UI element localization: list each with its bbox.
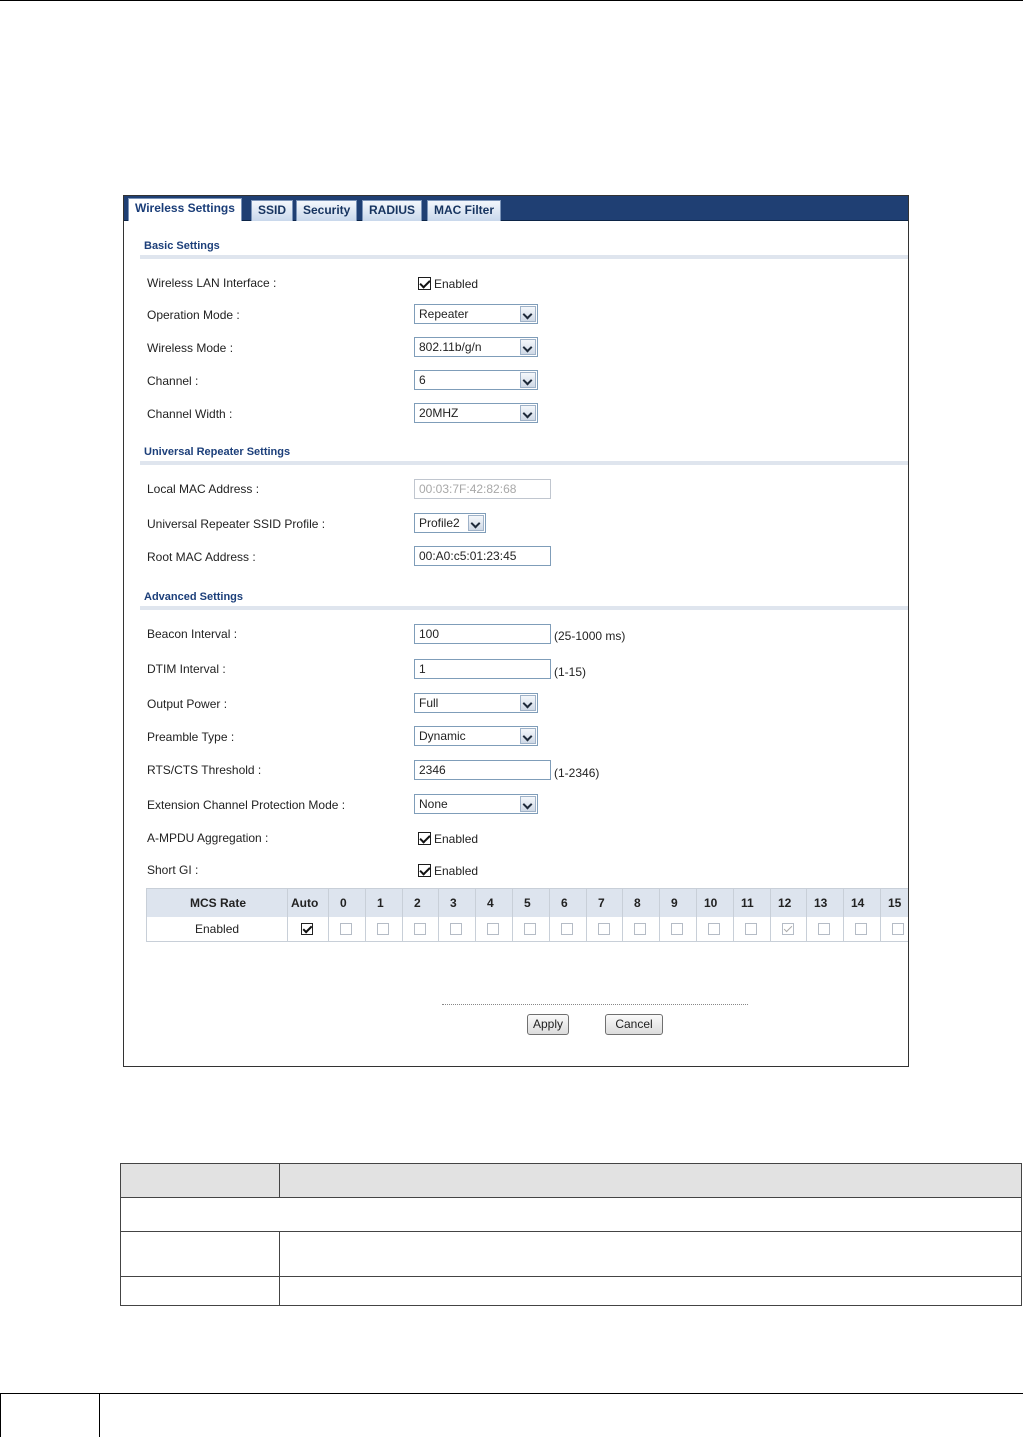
preamble-type-value: Dynamic — [419, 729, 466, 743]
operation-mode-label: Operation Mode : — [147, 308, 240, 322]
mcs-header-11: 11 — [741, 896, 754, 910]
dtim-interval-field[interactable]: 1 — [414, 659, 551, 679]
tab-wireless-settings[interactable]: Wireless Settings — [128, 198, 242, 221]
column-divider — [438, 889, 439, 941]
advanced-settings-heading: Advanced Settings — [144, 591, 244, 603]
output-power-value: Full — [419, 696, 439, 710]
column-divider — [622, 889, 623, 941]
output-power-label: Output Power : — [147, 697, 228, 711]
channel-width-select[interactable] — [414, 403, 538, 423]
mcs-header-4: 4 — [487, 896, 494, 910]
short-gi-label: Short GI : — [147, 863, 199, 877]
column-divider — [806, 889, 807, 941]
chevron-down-icon — [520, 796, 536, 812]
mcs-header-0: 0 — [340, 896, 347, 910]
mcs-header-13: 13 — [814, 896, 828, 910]
wlan-enabled-checkbox[interactable] — [418, 277, 431, 290]
table-row — [121, 1277, 1022, 1306]
mcs-enabled-row-label: Enabled — [195, 922, 240, 936]
column-divider — [733, 889, 734, 941]
wireless-settings-screenshot — [123, 195, 909, 1067]
mcs-header-9: 9 — [671, 896, 678, 910]
column-divider — [512, 889, 513, 941]
mcs-rate-6-checkbox[interactable] — [561, 923, 573, 935]
wireless-mode-select[interactable] — [414, 337, 538, 357]
preamble-type-select[interactable] — [414, 726, 538, 746]
mcs-rate-1-checkbox[interactable] — [377, 923, 389, 935]
chevron-down-icon — [468, 515, 484, 531]
mcs-rate-14-checkbox[interactable] — [855, 923, 867, 935]
wireless-mode-label: Wireless Mode : — [147, 341, 234, 355]
mcs-rate-10-checkbox[interactable] — [708, 923, 720, 935]
footer-rule — [100, 1393, 1023, 1394]
tab-ssid[interactable]: SSID — [251, 200, 293, 221]
wireless-mode-value: 802.11b/g/n — [419, 340, 482, 354]
channel-width-label: Channel Width : — [147, 407, 233, 421]
ext-channel-protection-value: None — [419, 797, 448, 811]
button-separator — [442, 1004, 748, 1005]
table-header-row — [121, 1164, 1022, 1198]
ampdu-enabled-label: Enabled — [434, 832, 479, 846]
column-divider — [880, 889, 881, 941]
short-gi-enabled-checkbox[interactable] — [418, 864, 431, 877]
column-divider — [586, 889, 587, 941]
mcs-header-12: 12 — [778, 896, 792, 910]
ssid-profile-select[interactable] — [414, 513, 486, 533]
mcs-rate-11-checkbox[interactable] — [745, 923, 757, 935]
tab-radius[interactable]: RADIUS — [362, 200, 422, 221]
repeater-settings-heading: Universal Repeater Settings — [144, 446, 291, 458]
apply-button[interactable]: Apply — [527, 1014, 569, 1035]
section-divider — [140, 255, 908, 259]
mcs-rate-7-checkbox[interactable] — [598, 923, 610, 935]
column-divider — [696, 889, 697, 941]
rts-threshold-field[interactable]: 2346 — [414, 760, 551, 780]
local-mac-label: Local MAC Address : — [147, 482, 260, 496]
channel-select[interactable] — [414, 370, 538, 390]
tab-bar — [124, 196, 908, 221]
column-divider — [365, 889, 366, 941]
chevron-down-icon — [520, 372, 536, 388]
mcs-header-6: 6 — [561, 896, 568, 910]
column-divider — [328, 889, 329, 941]
page-number-box — [0, 1393, 100, 1437]
mcs-header-15: 15 — [888, 896, 902, 910]
rts-threshold-label: RTS/CTS Threshold : — [147, 763, 262, 777]
ampdu-label: A-MPDU Aggregation : — [147, 831, 269, 845]
beacon-interval-hint: (25-1000 ms) — [554, 629, 626, 643]
section-divider — [140, 461, 908, 465]
mcs-rate-15-checkbox[interactable] — [892, 923, 904, 935]
mcs-header-1: 1 — [377, 896, 384, 910]
column-divider — [659, 889, 660, 941]
preamble-type-label: Preamble Type : — [147, 730, 235, 744]
root-mac-field[interactable]: 00:A0:c5:01:23:45 — [414, 546, 551, 566]
basic-settings-heading: Basic Settings — [144, 240, 220, 252]
description-table — [120, 1163, 1022, 1306]
mcs-header-10: 10 — [704, 896, 718, 910]
column-divider — [402, 889, 403, 941]
mcs-auto-checkbox[interactable] — [301, 923, 313, 935]
mcs-rate-13-checkbox[interactable] — [818, 923, 830, 935]
chevron-down-icon — [520, 405, 536, 421]
chevron-down-icon — [520, 695, 536, 711]
table-cell — [121, 1198, 1022, 1232]
chevron-down-icon — [520, 339, 536, 355]
wlan-interface-label: Wireless LAN Interface : — [147, 276, 277, 290]
mcs-rate-header: MCS Rate — [190, 896, 247, 910]
dtim-interval-label: DTIM Interval : — [147, 662, 226, 676]
mcs-rate-0-checkbox[interactable] — [340, 923, 352, 935]
mcs-header-2: 2 — [414, 896, 421, 910]
column-divider — [549, 889, 550, 941]
mcs-header-3: 3 — [450, 896, 457, 910]
operation-mode-value: Repeater — [419, 307, 469, 321]
tab-mac-filter[interactable]: MAC Filter — [427, 200, 501, 221]
mcs-rate-12-checkbox[interactable] — [782, 923, 794, 935]
mcs-header-14: 14 — [851, 896, 865, 910]
ampdu-enabled-checkbox[interactable] — [418, 832, 431, 845]
channel-value: 6 — [419, 373, 426, 387]
mcs-rate-3-checkbox[interactable] — [450, 923, 462, 935]
table-cell — [280, 1277, 1022, 1306]
chevron-down-icon — [520, 306, 536, 322]
table-cell — [121, 1232, 280, 1277]
rts-threshold-hint: (1-2346) — [554, 766, 600, 780]
column-divider — [287, 889, 288, 941]
local-mac-field: 00:03:7F:42:82:68 — [414, 479, 551, 499]
table-cell — [280, 1164, 1022, 1198]
mcs-rate-9-checkbox[interactable] — [671, 923, 683, 935]
page-top-rule — [0, 0, 1023, 1]
mcs-rate-table — [146, 888, 909, 942]
channel-width-value: 20MHZ — [419, 406, 459, 420]
dtim-interval-hint: (1-15) — [554, 665, 587, 679]
cancel-button[interactable]: Cancel — [605, 1014, 663, 1035]
column-divider — [770, 889, 771, 941]
mcs-rate-8-checkbox[interactable] — [634, 923, 646, 935]
column-divider — [475, 889, 476, 941]
table-row — [121, 1198, 1022, 1232]
mcs-header-5: 5 — [524, 896, 531, 910]
mcs-rate-2-checkbox[interactable] — [414, 923, 426, 935]
chevron-down-icon — [520, 728, 536, 744]
mcs-rate-4-checkbox[interactable] — [487, 923, 499, 935]
ssid-profile-label: Universal Repeater SSID Profile : — [147, 517, 326, 531]
mcs-header-7: 7 — [598, 896, 605, 910]
tab-security[interactable]: Security — [296, 200, 357, 221]
ssid-profile-value: Profile2 — [419, 516, 460, 530]
mcs-header-8: 8 — [634, 896, 641, 910]
channel-label: Channel : — [147, 374, 199, 388]
output-power-select[interactable] — [414, 693, 538, 713]
table-row — [121, 1232, 1022, 1277]
beacon-interval-field[interactable]: 100 — [414, 624, 551, 644]
mcs-auto-header: Auto — [291, 896, 319, 910]
table-cell — [280, 1232, 1022, 1277]
section-divider — [140, 606, 908, 610]
operation-mode-select[interactable] — [414, 304, 538, 324]
ext-channel-protection-select[interactable] — [414, 794, 538, 814]
mcs-rate-5-checkbox[interactable] — [524, 923, 536, 935]
ext-channel-protection-label: Extension Channel Protection Mode : — [147, 798, 346, 812]
column-divider — [843, 889, 844, 941]
short-gi-enabled-label: Enabled — [434, 864, 479, 878]
wlan-enabled-label: Enabled — [434, 277, 479, 291]
beacon-interval-label: Beacon Interval : — [147, 627, 238, 641]
root-mac-label: Root MAC Address : — [147, 550, 256, 564]
table-cell — [121, 1277, 280, 1306]
table-cell — [121, 1164, 280, 1198]
